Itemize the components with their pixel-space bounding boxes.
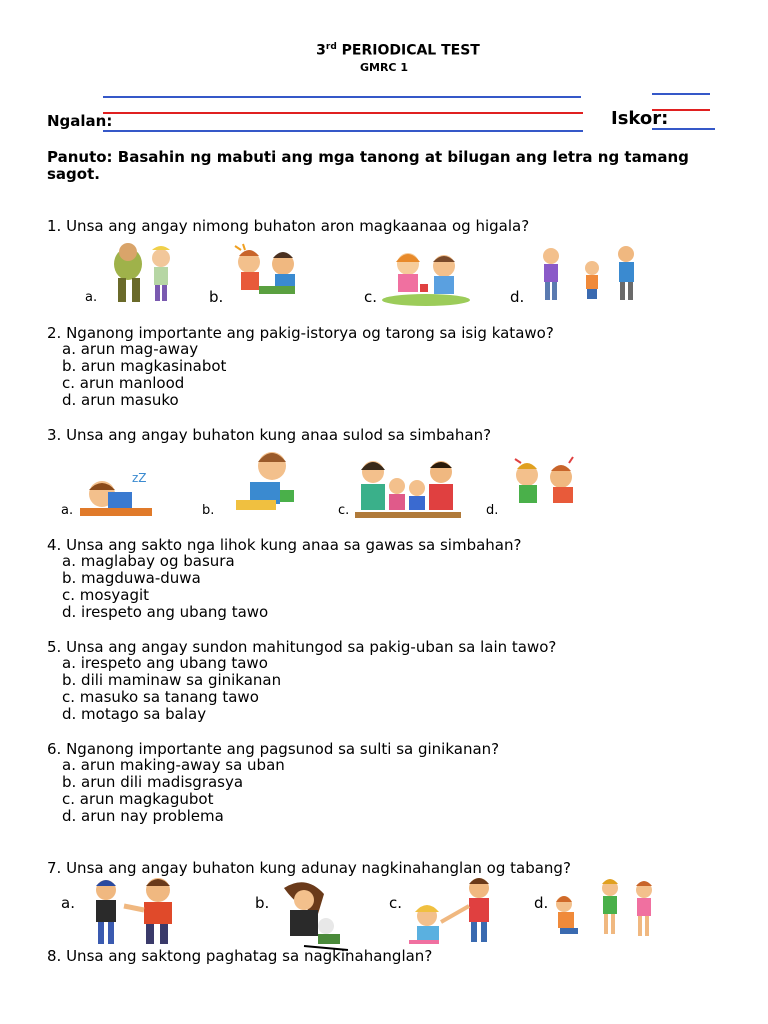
q7-choice-c[interactable]: c.	[389, 894, 403, 912]
name-line-red	[103, 112, 583, 114]
q2-option-d[interactable]: d. arun masuko	[62, 391, 179, 409]
title-text: PERIODICAL TEST	[336, 42, 480, 59]
q7-choice-d[interactable]: d.	[534, 894, 549, 912]
score-line-top	[652, 93, 710, 95]
q7-choice-a[interactable]: a.	[61, 894, 75, 912]
kids-teasing-illustration	[536, 244, 646, 304]
q1-choice-a[interactable]: a.	[85, 290, 98, 305]
boy-playing-illustration	[236, 448, 298, 514]
q5-option-b[interactable]: b. dili maminaw sa ginikanan	[62, 671, 282, 689]
q2-option-a[interactable]: a. arun mag-away	[62, 340, 199, 358]
q7-choice-b[interactable]: b.	[255, 894, 270, 912]
question-8: 8. Unsa ang saktong paghatag sa nagkinahanglan?	[47, 947, 433, 965]
score-label: Iskor:	[611, 108, 669, 129]
q6-option-d[interactable]: d. arun nay problema	[62, 807, 224, 825]
q6-option-b[interactable]: b. arun dili madisgrasya	[62, 773, 244, 791]
q6-option-a[interactable]: a. arun making-away sa uban	[62, 756, 285, 774]
name-line-top	[103, 96, 581, 98]
q4-option-d[interactable]: d. irespeto ang ubang tawo	[62, 603, 269, 621]
name-line-bottom	[103, 130, 583, 132]
question-7: 7. Unsa ang angay buhaton kung adunay nagkinahanglan og tabang?	[47, 859, 571, 877]
q4-option-c[interactable]: c. mosyagit	[62, 586, 150, 604]
kids-sharing-toys-illustration	[380, 246, 472, 306]
question-4: 4. Unsa ang sakto nga lihok kung anaa sa gawas sa simbahan?	[47, 536, 522, 554]
page-title	[0, 42, 768, 59]
q6-option-c[interactable]: c. arun magkagubot	[62, 790, 214, 808]
question-3: 3. Unsa ang angay buhaton kung anaa sulod sa simbahan?	[47, 426, 492, 444]
q3-choice-d[interactable]: d.	[486, 503, 499, 518]
kids-fighting-illustration	[233, 242, 309, 300]
q5-option-a[interactable]: a. irespeto ang ubang tawo	[62, 654, 268, 672]
title-suffix: rd	[325, 42, 337, 52]
q1-choice-d[interactable]: d.	[510, 288, 525, 306]
instructions: Panuto: Basahin ng mabuti ang mga tanong at bilugan ang letra ng tamang sagot.	[47, 148, 689, 183]
q1-choice-b[interactable]: b.	[209, 288, 224, 306]
q5-option-c[interactable]: c. masuko sa tanang tawo	[62, 688, 259, 706]
svg-text:zZ: zZ	[132, 471, 147, 485]
q5-option-d[interactable]: d. motago sa balay	[62, 705, 207, 723]
kids-laughing-at-girl-illustration	[552, 876, 664, 942]
q4-option-a[interactable]: a. maglabay og basura	[62, 552, 235, 570]
q3-choice-a[interactable]: a.	[61, 503, 74, 518]
question-5: 5. Unsa ang angay sundon mahitungod sa pakig-uban sa lain tawo?	[47, 638, 557, 656]
question-1: 1. Unsa ang angay nimong buhaton aron magkaanaa og higala?	[47, 217, 530, 235]
page-subtitle: GMRC 1	[359, 61, 408, 74]
sleeping-boy-illustration	[80, 462, 154, 518]
q4-option-b[interactable]: b. magduwa-duwa	[62, 569, 201, 587]
q1-choice-c[interactable]: c.	[364, 288, 378, 306]
q3-choice-c[interactable]: c.	[338, 503, 350, 518]
bully-boys-illustration	[106, 242, 180, 306]
boy-helping-girl-illustration	[405, 876, 503, 948]
question-2: 2. Nganong importante ang pakig-istorya og tarong sa isig katawo?	[47, 324, 554, 342]
q2-option-b[interactable]: b. arun magkasinabot	[62, 357, 227, 375]
kids-fighting-illustration-2	[511, 455, 587, 513]
name-label: Ngalan:	[47, 112, 113, 130]
family-praying-illustration	[355, 450, 461, 520]
woman-pushing-elder-illustration	[274, 878, 350, 950]
question-6: 6. Nganong importante ang pagsunod sa sulti sa ginikanan?	[47, 740, 500, 758]
man-scolding-boy-illustration	[88, 876, 198, 948]
title-number: 3	[316, 42, 326, 59]
q2-option-c[interactable]: c. arun manlood	[62, 374, 185, 392]
q3-choice-b[interactable]: b.	[202, 503, 215, 518]
